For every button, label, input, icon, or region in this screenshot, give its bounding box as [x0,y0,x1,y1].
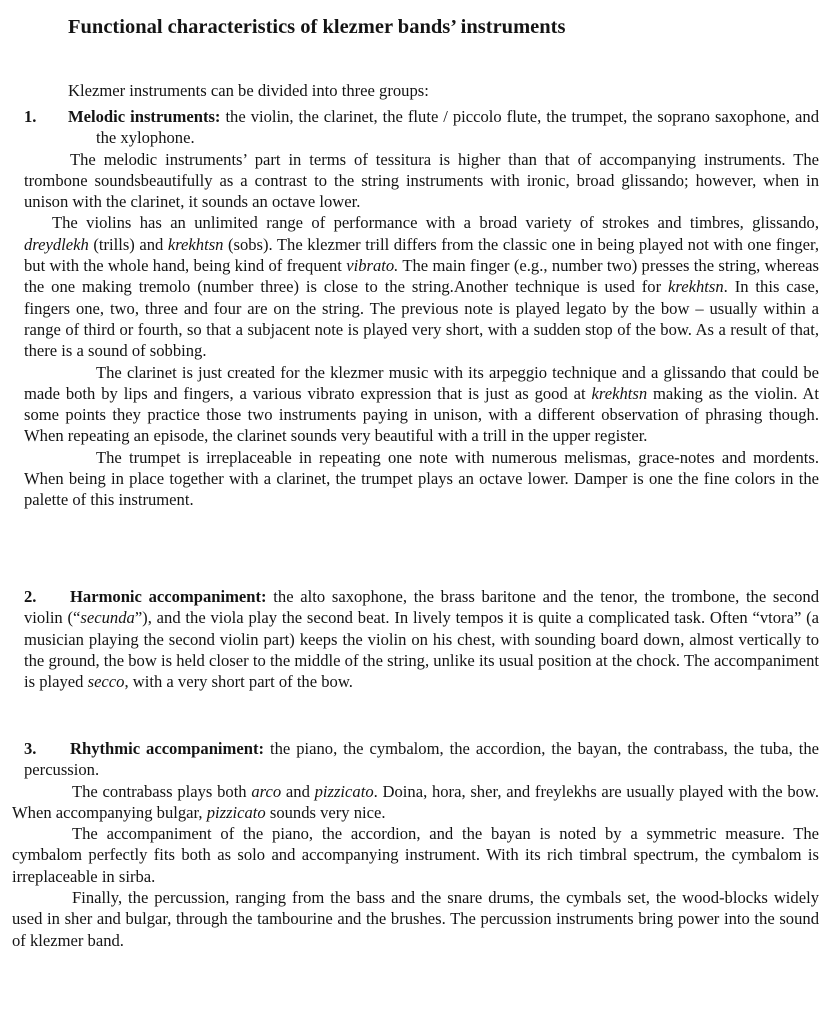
italic-term: vibrato. [346,256,399,276]
text-run: ”), and the viola play the second beat. In lively tempos it is quite a complicated task. Often “vtora” (a musician playing the second violin part) keeps the violin on his chest, with sounding board down, almost vertically to the ground, the bow is held closer to the middle of the string, unlike its usual position at the chock. The accompaniment is played [24,608,819,692]
paragraph [12,781,819,824]
text-run: making as the violin. At some points they practice those two instruments paying in unison, with a different observation of phrasing though. When repeating an episode, the clarinet sounds very beautiful with a trill in the upper register. [24,383,819,446]
text-run: . In this case, fingers one, two, three and four are on the string. The previous note is played legato by the bow – usually within a range of third or fourth, so that a subjacent note is played very short, with a sudden stop of the bow. As a result of that, there is a sound of sobbing. [24,277,820,361]
italic-term: krekhtsn [591,383,648,403]
section-harmonic [0,586,833,692]
paragraph [24,212,819,361]
section-lead-text: the violin, the clarinet, the flute / piccolo flute, the trumpet, the soprano saxophone, and the xylophone. [96,107,819,148]
text-run: (trills) and [88,234,168,254]
section-lead: Harmonic accompaniment: [70,587,267,606]
paragraph [24,586,819,692]
section-rhythmic [0,738,833,951]
text-run: The clarinet is just created for the klezmer music with its arpeggio technique and a glissando that could be made both by lips and fingers, a various vibrato expression that is just as good at [24,362,819,403]
italic-term: pizzicato [206,802,266,822]
section-number: 2. [24,587,37,606]
italic-term: dreydlekh [24,234,89,254]
text-run: (sobs). The klezmer trill differs from the classic one in being played not with one finger, but with the whole hand, being kind of frequent [24,234,820,276]
section-heading [68,106,819,149]
section-number: 3. [24,739,37,758]
italic-term: pizzicato [314,781,374,801]
text-run: The main finger (e.g., number two) presses the string, whereas the one making tremolo (number three) is close to the string.Another technique is used for [24,256,819,297]
text-run: . Doina, hora, sher, and freylekhs are usually played with the bow. When accompanying bulgar, [12,781,819,822]
paragraph: The accompaniment of the piano, the accordion, and the bayan is noted by a symmetric measure. The cymbalom perfectly fits both as solo and accompanying instrument. With its rich timbral spectrum, the cymbalom is irreplaceable in sirba. [12,824,819,886]
italic-term: arco [251,781,282,801]
section-number: 1. [24,107,37,126]
text-run: , with a very short part of the bow. [124,672,353,692]
italic-term: krekhtsn [167,234,224,254]
intro-text: Klezmer instruments can be divided into three groups: [68,80,429,100]
paragraph: Finally, the percussion, ranging from the bass and the snare drums, the cymbals set, the wood-blocks widely used in sher and bulgar, through the tambourine and the brushes. The percussion instruments bring power into the sound of klezmer band. [12,888,819,950]
text-run: the alto saxophone, the brass baritone and the tenor, the trombone, the second violin (“ [24,587,819,628]
italic-term: secunda [80,608,135,628]
paragraph: The melodic instruments’ part in terms of tessitura is higher than that of accompanying instruments. The trombone soundsbeautifully as a contrast to the string instruments with ironic, broad glissando; however, when in unison with the clarinet, it sounds an octave lower. [24,149,819,212]
section-lead: Rhythmic accompaniment: [70,739,265,758]
paragraph: The trumpet is irreplaceable in repeating one note with numerous melismas, grace-notes and mordents. When being in place together with a clarinet, the trumpet plays an octave lower. Damper is one the fine colors in the palette of this instrument. [24,447,819,510]
text-run: The violins has an unlimited range of performance with a broad variety of strokes and timbres, glissando, [52,213,819,233]
section-melodic [0,106,833,511]
text-run: sounds very nice. [265,802,386,822]
text-run: and [281,781,315,801]
paragraph [24,362,819,447]
italic-term: secco [87,672,125,692]
page-title: Functional characteristics of klezmer bands’ instruments [68,16,566,38]
section-lead: Melodic instruments: [68,107,221,126]
section-heading [24,738,819,781]
italic-term: krekhtsn [668,277,724,297]
section-lead-text: the piano, the cymbalom, the accordion, the bayan, the contrabass, the tuba, the percussion. [24,739,819,780]
text-run: The contrabass plays both [72,781,252,801]
